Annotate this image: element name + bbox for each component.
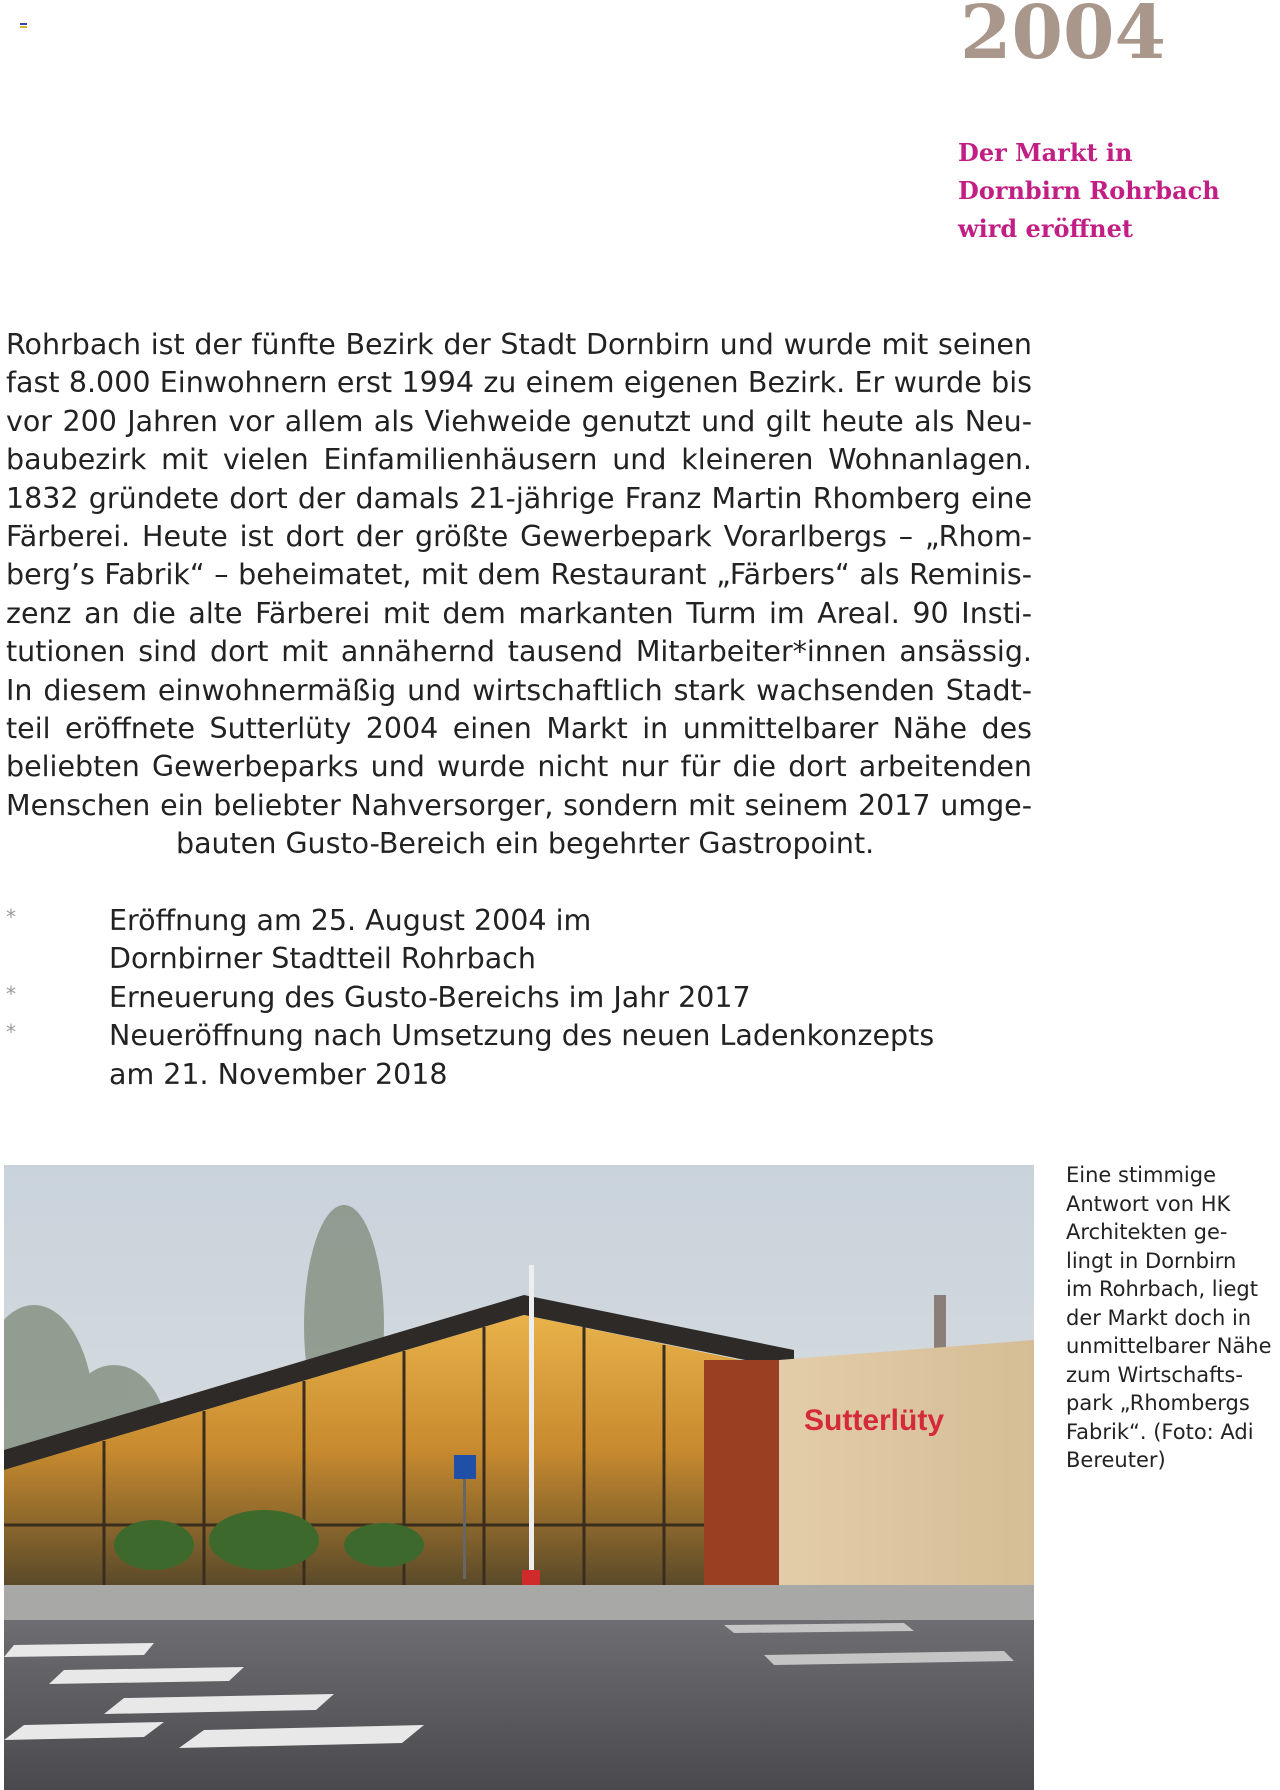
page-year: 2004 — [960, 0, 1166, 76]
body-line: teil eröffnete Sutterlüty 2004 einen Markt in unmittelbarer Nähe des — [6, 711, 1032, 745]
list-item — [6, 902, 1006, 979]
red-pillar — [704, 1360, 779, 1590]
body-line: Rohrbach ist der fünfte Bezirk der Stadt Dornbirn und wurde mit seinen — [6, 328, 1032, 361]
body-line: vor 200 Jahren vor allem als Viehweide genutzt und gilt heute als Neu- — [6, 404, 1032, 438]
fact-line: Neueröffnung nach Umsetzung des neuen Ladenkonzepts — [109, 1019, 935, 1053]
caption-line: im Rohrbach, liegt — [1066, 1277, 1258, 1301]
body-line: Färberei. Heute ist dort der größte Gewerbepark Vorarlbergs – „Rhom- — [6, 519, 1032, 553]
body-line: fast 8.000 Einwohnern erst 1994 zu einem eigenen Bezirk. Er wurde bis — [6, 366, 1032, 400]
body-line: Menschen ein beliebter Nahversorger, sondern mit seinem 2017 umge- — [6, 788, 1032, 822]
body-line: bauten Gusto-Bereich ein begehrter Gastropoint. — [176, 827, 875, 861]
flag-icon — [20, 23, 27, 28]
fact-line: am 21. November 2018 — [109, 1057, 448, 1091]
store-sign: Sutterlüty — [804, 1404, 945, 1437]
subtitle-line: Der Markt in — [958, 138, 1133, 167]
subtitle-line: wird eröffnet — [958, 214, 1133, 243]
body-line: In diesem einwohnermäßig und wirtschaftlich stark wachsenden Stadt- — [6, 673, 1032, 707]
asterisk-bullet-icon: * — [6, 905, 16, 929]
asterisk-bullet-icon: * — [6, 981, 16, 1006]
wood-wall — [779, 1340, 1034, 1595]
fact-line: Eröffnung am 25. August 2004 im — [109, 904, 592, 937]
flagpole — [529, 1265, 534, 1585]
sidewalk — [4, 1585, 1034, 1620]
body-line: zenz an die alte Färberei mit dem markanten Turm im Areal. 90 Insti- — [6, 596, 1032, 630]
caption-line: zum Wirtschafts- — [1066, 1362, 1243, 1387]
caption-line: Antwort von HK — [1066, 1191, 1231, 1216]
store-photo — [4, 1165, 1034, 1790]
caption-line: Architekten ge- — [1066, 1220, 1228, 1244]
caption-line: Eine stimmige — [1066, 1163, 1217, 1187]
section-subtitle — [958, 134, 1278, 248]
caption-line: park „Rhombergs — [1066, 1391, 1250, 1415]
caption-line: lingt in Dornbirn — [1066, 1248, 1237, 1273]
body-line: 1832 gründete dort der damals 21-jährige Franz Martin Rhomberg eine — [6, 481, 1032, 515]
photo-caption — [1066, 1161, 1280, 1475]
body-line: baubezirk mit vielen Einfamilienhäusern und kleineren Wohnanlagen. — [6, 443, 1032, 477]
body-line: berg’s Fabrik“ – beheimatet, mit dem Restaurant „Färbers“ als Reminis- — [6, 558, 1032, 592]
facts-list — [6, 902, 1006, 1094]
asterisk-bullet-icon: * — [6, 1020, 16, 1045]
caption-line: unmittelbarer Nähe — [1066, 1334, 1272, 1358]
body-line: beliebten Gewerbeparks und wurde nicht nur für die dort arbeitenden — [6, 750, 1032, 784]
list-item — [6, 1017, 1006, 1094]
list-item — [6, 979, 1006, 1017]
caption-line: der Markt doch in — [1066, 1305, 1252, 1330]
fact-line: Dornbirner Stadtteil Rohrbach — [109, 942, 536, 976]
caption-line: Bereuter) — [1066, 1448, 1166, 1472]
body-line: tutionen sind dort mit annähernd tausend Mitarbeiter*innen ansässig. — [6, 635, 1032, 669]
fact-line: Erneuerung des Gusto-Bereichs im Jahr 2017 — [109, 980, 751, 1014]
crosswalk-sign — [454, 1455, 476, 1479]
body-paragraph — [6, 326, 1032, 863]
caption-line: Fabrik“. (Foto: Adi — [1066, 1419, 1254, 1444]
subtitle-line: Dornbirn Rohrbach — [958, 176, 1220, 205]
